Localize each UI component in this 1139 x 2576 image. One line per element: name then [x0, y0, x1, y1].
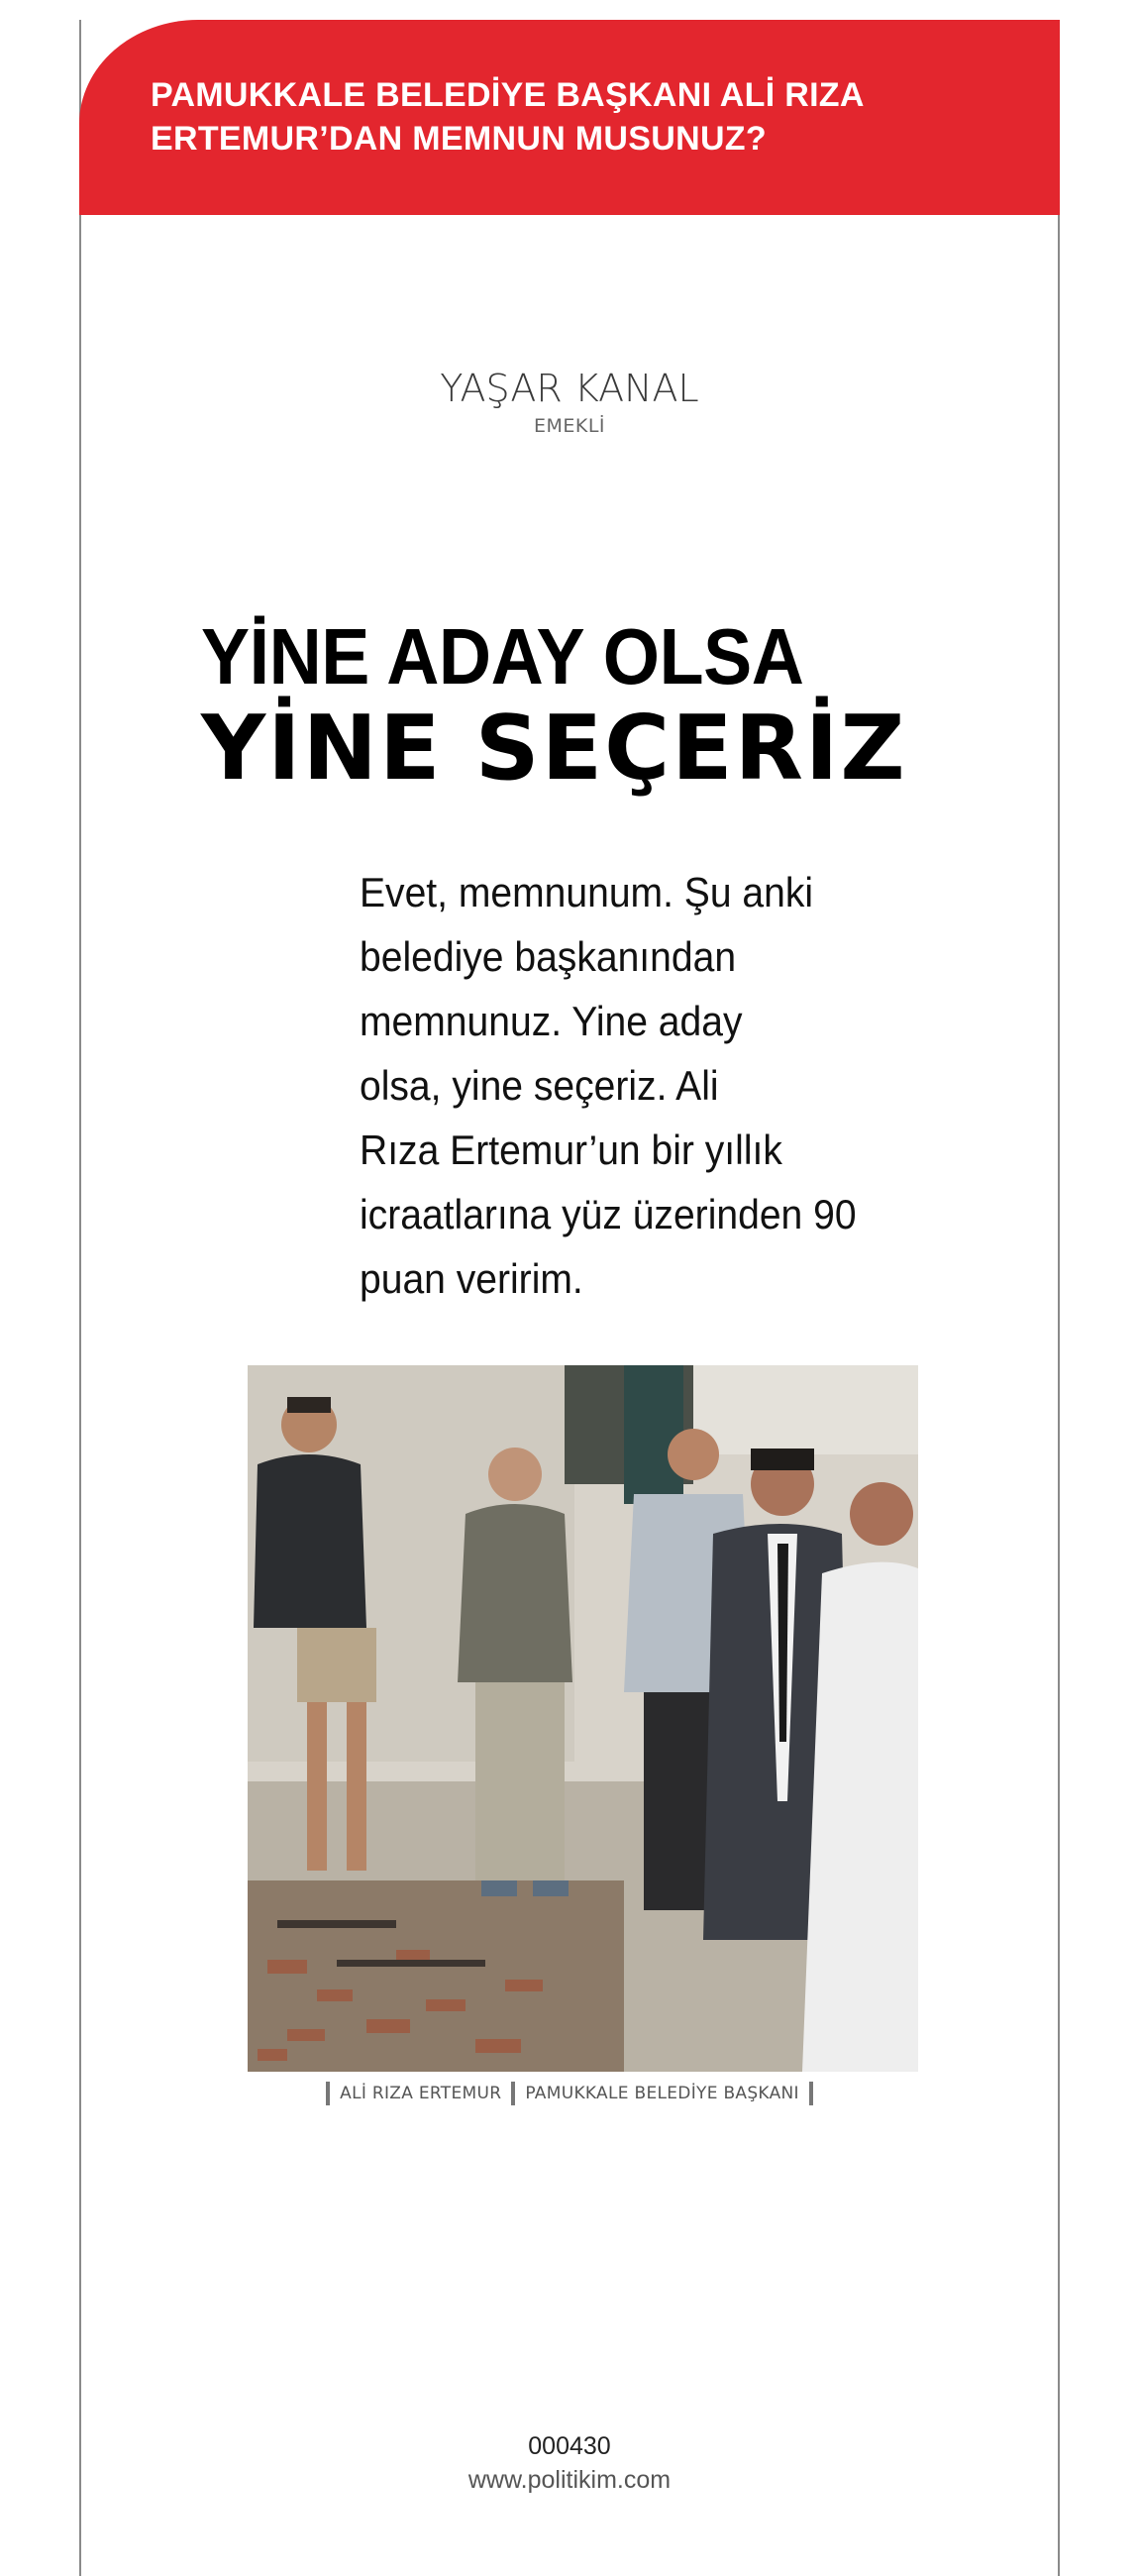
author-name: YAŞAR KANAL: [440, 367, 699, 410]
footer-url[interactable]: www.politikim.com: [467, 2466, 672, 2494]
headline-line-1: YİNE ADAY OLSA: [201, 612, 804, 700]
headline: [201, 614, 993, 799]
photo-illustration: [248, 1365, 918, 2072]
caption-divider: [326, 2082, 330, 2105]
banner-title-line-2: ERTEMUR’DAN MEMNUN MUSUNUZ?: [151, 120, 767, 158]
question-banner: [79, 20, 1060, 215]
news-photo: [248, 1365, 918, 2072]
quote-line: Rıza Ertemur’un bir yıllık: [360, 1127, 782, 1173]
photo-caption: [0, 2079, 1139, 2108]
footer: [0, 2430, 1139, 2496]
quote-line: Evet, memnunum. Şu anki: [360, 869, 814, 915]
caption-title: PAMUKKALE BELEDİYE BAŞKANI: [525, 2084, 799, 2103]
author-role: EMEKLİ: [533, 415, 606, 437]
caption-divider: [511, 2082, 515, 2105]
quote-line: memnunuz. Yine aday: [360, 998, 743, 1044]
headline-line-2: YİNE SEÇERİZ: [201, 697, 907, 801]
caption-divider: [809, 2082, 813, 2105]
author-block: [0, 367, 1139, 438]
caption-name: ALİ RIZA ERTEMUR: [340, 2084, 502, 2103]
footer-code: 000430: [528, 2432, 611, 2460]
banner-title-line-1: PAMUKKALE BELEDİYE BAŞKANI ALİ RIZA: [151, 76, 865, 114]
quote-body: [360, 860, 876, 1311]
banner-title: [151, 73, 943, 161]
quote-line: puan veririm.: [360, 1255, 583, 1302]
quote-line: belediye başkanından: [360, 933, 737, 980]
quote-line: icraatlarına yüz üzerinden 90: [360, 1191, 857, 1237]
quote-line: olsa, yine seçeriz. Ali: [360, 1062, 719, 1109]
